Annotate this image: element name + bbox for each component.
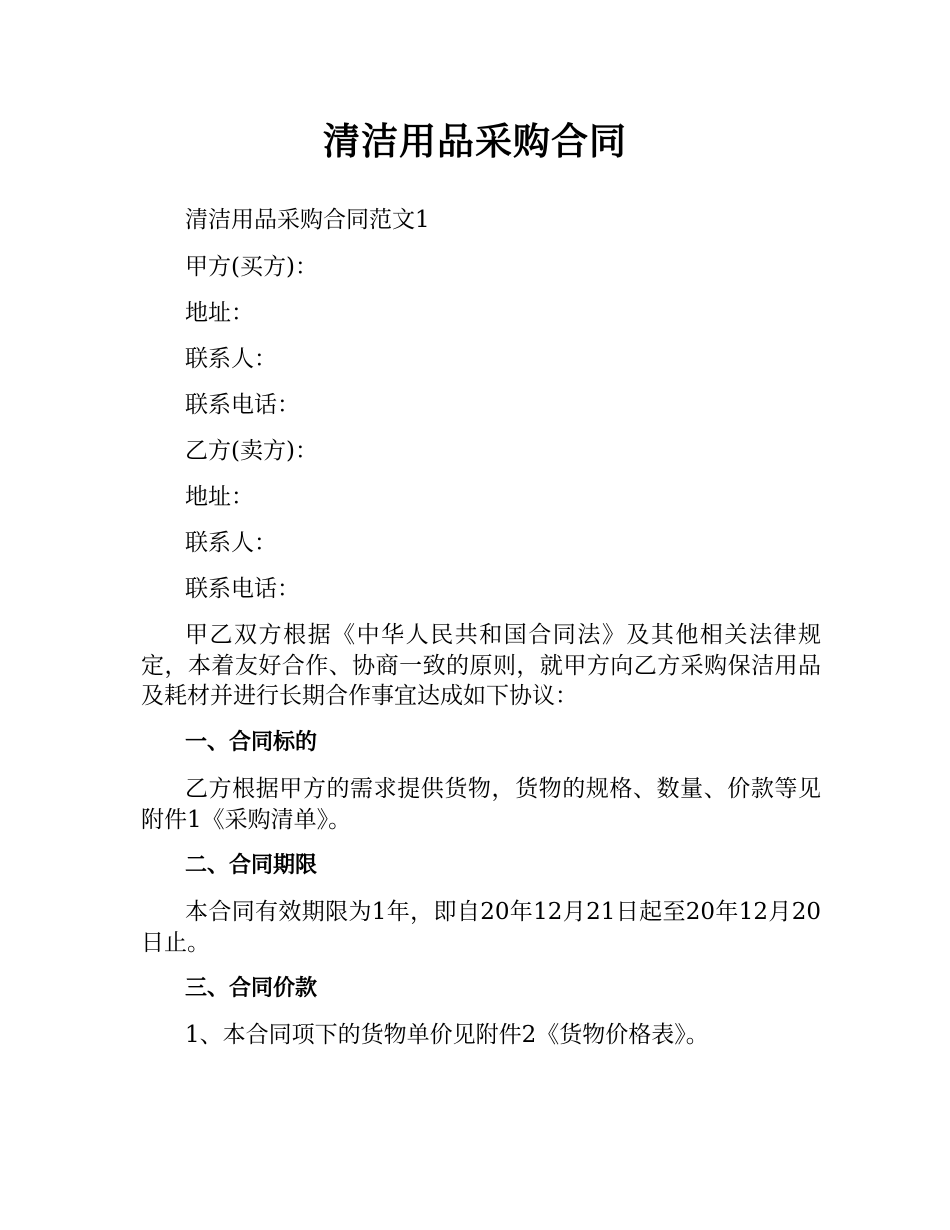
party-b-contact: 联系人：: [185, 530, 277, 556]
section-body: 乙方根据甲方的需求提供货物，货物的规格、数量、价款等见附件1《采购清单》。: [141, 776, 821, 833]
party-b-address: 地址：: [185, 484, 254, 510]
section-body: 1、本合同项下的货物单价见附件2《货物价格表》。: [185, 1022, 709, 1048]
section-body: 本合同有效期限为1年，即自20年12月21日起至20年12月20日止。: [141, 899, 821, 956]
party-b-phone: 联系电话：: [185, 576, 300, 602]
intro-paragraph: 甲乙双方根据《中华人民共和国合同法》及其他相关法律规定，本着友好合作、协商一致的原则，就甲方向乙方采购保洁用品及耗材并进行长期合作事宜达成如下协议：: [141, 622, 821, 709]
party-b-label: 乙方(卖方)：: [185, 438, 318, 464]
section-heading: 二、合同期限: [185, 853, 318, 878]
document-subtitle: 清洁用品采购合同范文1: [185, 207, 430, 233]
document-title: 清洁用品采购合同: [323, 120, 627, 163]
party-a-phone: 联系电话：: [185, 392, 300, 418]
party-a-label: 甲方(买方)：: [185, 254, 318, 280]
section-heading: 一、合同标的: [185, 730, 318, 755]
party-a-address: 地址：: [185, 300, 254, 326]
section-heading: 三、合同价款: [185, 976, 318, 1001]
party-a-contact: 联系人：: [185, 346, 277, 372]
